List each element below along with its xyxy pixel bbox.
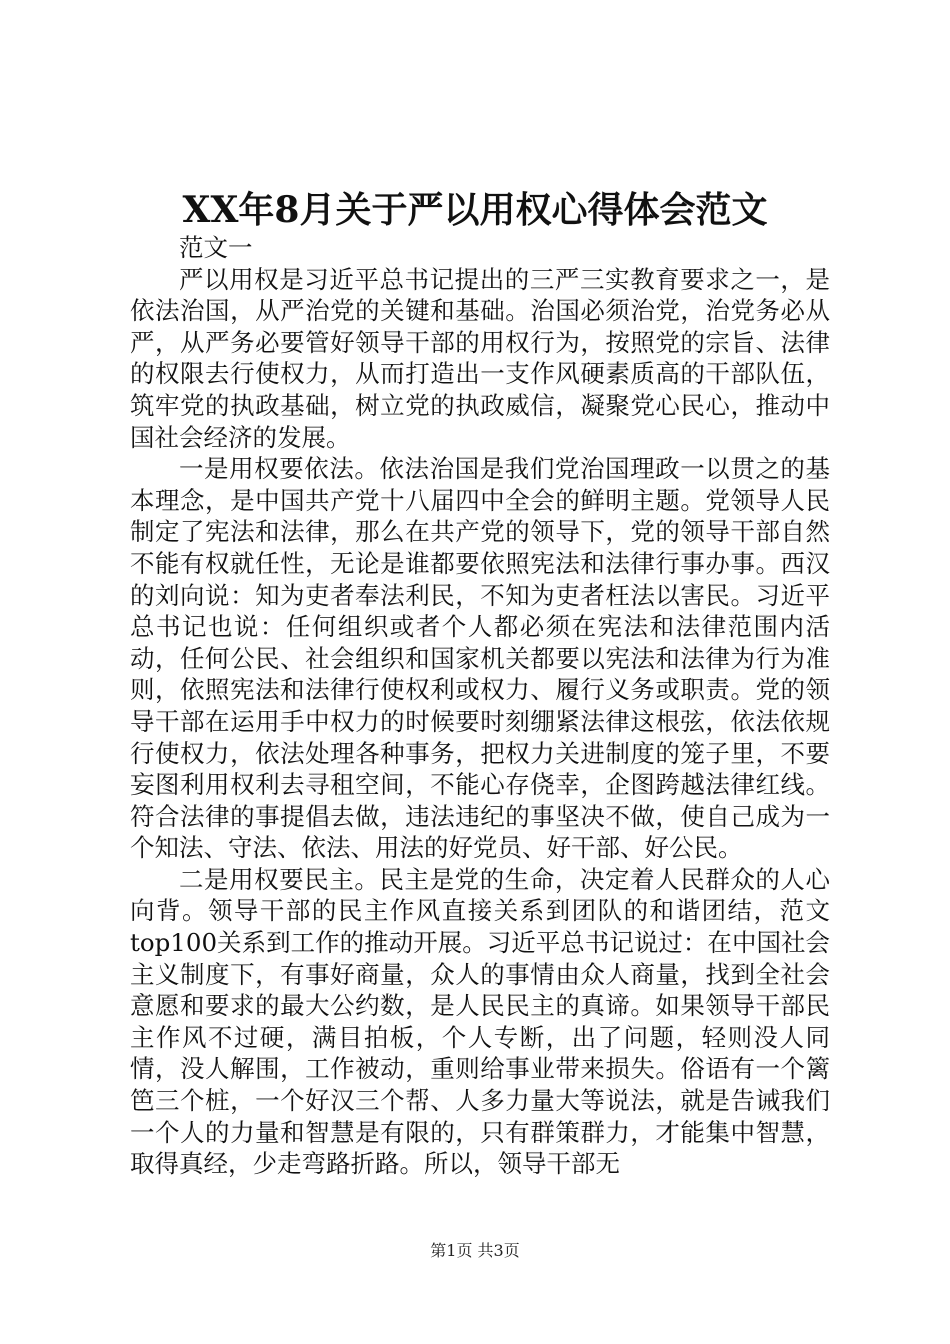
paragraph-intro: 严以用权是习近平总书记提出的三严三实教育要求之一，是依法治国，从严治党的关键和基础。治国必须治党，治党务必从严，从严务必要管好领导干部的用权行为，按照党的宗旨、法律的权限去行使权力，从而打造出一支作风硬素质高的干部队伍，筑牢党的执政基础，树立党的执政威信，凝聚党心民心，推动中国社会经济的发展。 (130, 264, 830, 452)
document-title: XX年8月关于严以用权心得体会范文 (182, 189, 768, 231)
paragraph-point-two: 二是用权要民主。民主是党的生命，决定着人民群众的人心向背。领导干部的民主作风直接关系到团队的和谐团结，范文top100关系到工作的推动开展。习近平总书记说过：在中国社会主义制度下，有事好商量，众人的事情由众人商量，找到全社会意愿和要求的最大公约数，是人民民主的真谛。如果领导干部民主作风不过硬，满目拍板，个人专断，出了问题，轻则没人同情，没人解围，工作被动，重则给事业带来损失。俗语有一个篱笆三个桩，一个好汉三个帮、人多力量大等说法，就是告诫我们一个人的力量和智慧是有限的，只有群策群力，才能集中智慧，取得真经，少走弯路折路。所以，领导干部无 (130, 864, 830, 1179)
paragraph-point-one: 一是用权要依法。依法治国是我们党治国理政一以贯之的基本理念，是中国共产党十八届四中全会的鲜明主题。党领导人民制定了宪法和法律，那么在共产党的领导下，党的领导干部自然不能有权就任性，无论是谁都要依照宪法和法律行事办事。西汉的刘向说：知为吏者奉法利民，不知为吏者枉法以害民。习近平总书记也说：任何组织或者个人都必须在宪法和法律范围内活动，任何公民、社会组织和国家机关都要以宪法和法律为行为准则，依照宪法和法律行使权利或权力、履行义务或职责。党的领导干部在运用手中权力的时候要时刻绷紧法律这根弦，依法依规行使权力，依法处理各种事务，把权力关进制度的笼子里，不要妄图利用权利去寻租空间，不能心存侥幸，企图跨越法律红线。符合法律的事提倡去做，违法违纪的事坚决不做，使自己成为一个知法、守法、依法、用法的好党员、好干部、好公民。 (130, 454, 830, 863)
page-footer: 第1页 共3页 (430, 1241, 520, 1260)
document-body (130, 232, 830, 1180)
section-heading: 范文一 (179, 233, 253, 262)
